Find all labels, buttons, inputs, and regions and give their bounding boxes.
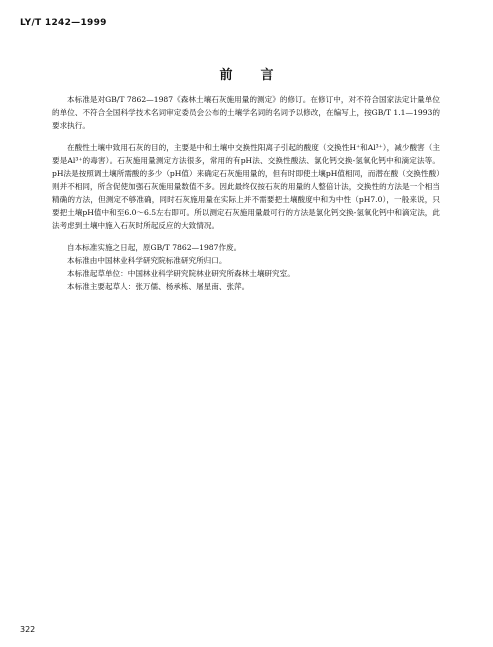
foreword-body xyxy=(52,93,440,293)
paragraph-revision-note: 本标准是对GB/T 7862—1987《森林土壤石灰施用量的测定》的修订。在修订中，对不符合国家法定计量单位的单位、不符合全国科学技术名词审定委员会公布的土壤学名词的名词予以修改，在编写上，按GB/T 1.1—1993的要求执行。 xyxy=(52,95,440,130)
paragraph-method-description: 在酸性土壤中致用石灰的目的，主要是中和土壤中交换性阳离子引起的酸度（交换性H⁺和Al³⁺），减少酸害（主要是Al³⁺的毒害）。石灰施用量测定方法很多，常用的有pH法、交换性酸法、氯化钙交换-氢氧化钙中和滴定法等。pH法是按照调土壤所需酸的多少（pH值）来确定石灰施用量的，但有时即使土壤pH值相同，而潜在酸（交换性酸）则并不相同，所含促使加强石灰施用量数值不多。因此最终仅按石灰的用量的人整倍计法，交换性的方法是一个相当精确的方法，但测定不够准确，同时石灰施用量在实际上并不需要把土壤酸度中和为中性（pH7.0），一般来说，只要把土壤pH值中和至6.0～6.5左右即可。所以测定石灰施用量最可行的方法是氯化钙交换-氢氧化钙中和滴定法，此法考虑到土壤中施入石灰时所起反应的大致情况。 xyxy=(52,143,440,230)
page-number: 322 xyxy=(20,625,36,634)
page-title: 前言 xyxy=(219,68,302,83)
paragraph-drafting-unit: 本标准起草单位：中国林业科学研究院林业研究所森林土壤研究室。 xyxy=(67,269,295,278)
paragraph-drafters: 本标准主要起草人：张万儒、杨承栋、屠星南、张萍。 xyxy=(67,282,250,291)
paragraph-proposer: 本标准由中国林业科学研究院标准研究所归口。 xyxy=(67,256,227,265)
paragraph-supersede: 自本标准实施之日起，原GB/T 7862—1987作废。 xyxy=(67,243,242,252)
standard-code: LY/T 1242—1999 xyxy=(20,18,107,28)
